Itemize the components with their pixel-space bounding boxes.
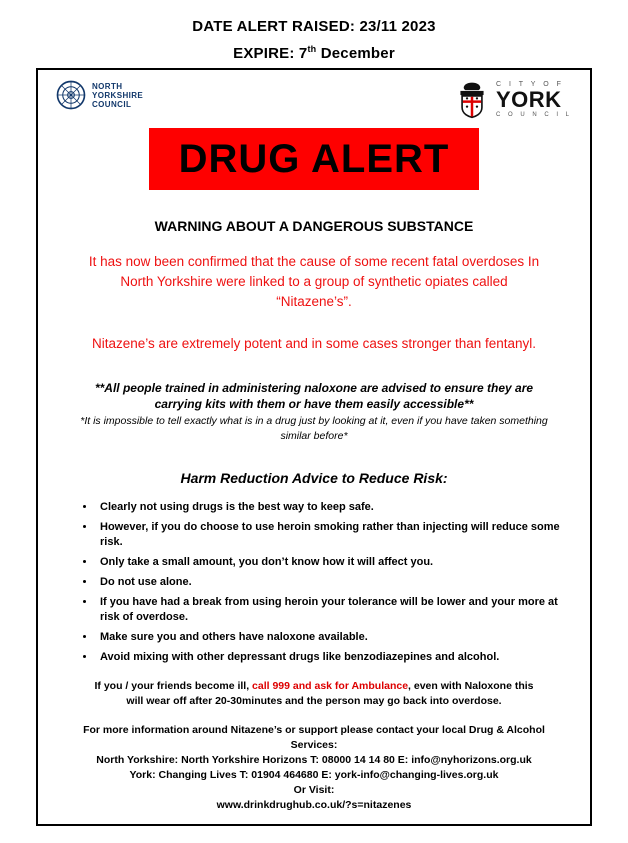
list-item: • Clearly not using drugs is the best way to keep safe. (96, 500, 562, 515)
york-line-main: YORK (495, 87, 562, 112)
potency-paragraph: Nitazene’s are extremely potent and in some cases stronger than fentanyl. (92, 336, 536, 351)
list-item: • However, if you do choose to use heroin smoking rather than injecting will reduce some risk. (96, 520, 562, 550)
nyc-line-1: NORTH (92, 81, 123, 91)
warning-subheading: WARNING ABOUT A DANGEROUS SUBSTANCE (154, 218, 474, 234)
emergency-note (90, 679, 538, 709)
date-alert-raised-value: 23/11 2023 (359, 18, 436, 35)
logo-row (38, 70, 590, 122)
nyc-line-3: COUNCIL (92, 99, 132, 109)
poster-body (36, 68, 592, 826)
expire-label: EXPIRE: (233, 45, 295, 62)
drug-alert-banner (149, 128, 479, 190)
expire-ordinal-suffix: th (307, 44, 317, 54)
list-item: • If you have had a break from using heroin your tolerance will be lower and your more at risk of overdose. (96, 595, 562, 625)
emergency-note-part1: If you / your friends become ill, (94, 680, 253, 692)
york-line-council: C O U N C I L (495, 112, 572, 118)
expire-day: 7 (298, 45, 308, 62)
contact-intro: For more information around Nitazene’s or support please contact your local Drug & Alcohol Services: (83, 724, 545, 751)
date-alert-raised-label: DATE ALERT RAISED: (192, 18, 356, 35)
list-item: • Make sure you and others have naloxone available. (96, 630, 562, 645)
nyc-line-2: YORKSHIRE (92, 90, 144, 100)
city-of-york-wordmark (496, 80, 572, 120)
york-line-city: C I T Y O F (495, 81, 564, 88)
north-yorkshire-council-wordmark (92, 82, 143, 109)
list-item: • Only take a small amount, you don’t know how it will affect you. (96, 555, 562, 570)
city-of-york-council-logo (455, 80, 572, 120)
call-999-highlight: call 999 and ask for Ambulance (252, 680, 409, 692)
confirmation-paragraph: It has now been confirmed that the cause of some recent fatal overdoses In North Yorkshire were linked to a group of synthetic opiates called “Nitazene’s”. (88, 254, 540, 309)
north-yorkshire-emblem-icon (56, 80, 86, 110)
date-alert-raised-line (0, 16, 628, 38)
contact-website-url[interactable]: www.drinkdrughub.co.uk/?s=nitazenes (216, 799, 412, 811)
expire-line (0, 38, 628, 65)
document-header (0, 0, 628, 65)
north-yorkshire-council-logo (56, 80, 143, 110)
contact-north-yorkshire: North Yorkshire: North Yorkshire Horizons T: 08000 14 14 80 E: info@nyhorizons.org.uk (96, 754, 532, 766)
contact-or-visit: Or Visit: (293, 784, 335, 796)
expire-month: December (316, 45, 395, 62)
harm-reduction-title: Harm Reduction Advice to Reduce Risk: (180, 470, 448, 486)
list-item: • Avoid mixing with other depressant drugs like benzodiazepines and alcohol. (96, 650, 562, 665)
list-item: • Do not use alone. (96, 575, 562, 590)
harm-reduction-list (82, 500, 562, 665)
emergency-note-part2: , even with Naloxone this will wear off after 20-30minutes and the person may go back into overdose. (126, 680, 534, 707)
york-crest-icon (455, 81, 489, 119)
contact-york: York: Changing Lives T: 01904 464680 E: york-info@changing-lives.org.uk (129, 769, 499, 781)
naloxone-notice-small: *It is impossible to tell exactly what is in a drug just by looking at it, even if you have taken something similar before* (80, 415, 548, 442)
drug-alert-banner-text: DRUG ALERT (178, 137, 450, 181)
contact-information (76, 723, 552, 813)
naloxone-notice-bold: **All people trained in administering naloxone are advised to ensure they are carrying kits with them or have them easily accessible** (94, 381, 534, 411)
